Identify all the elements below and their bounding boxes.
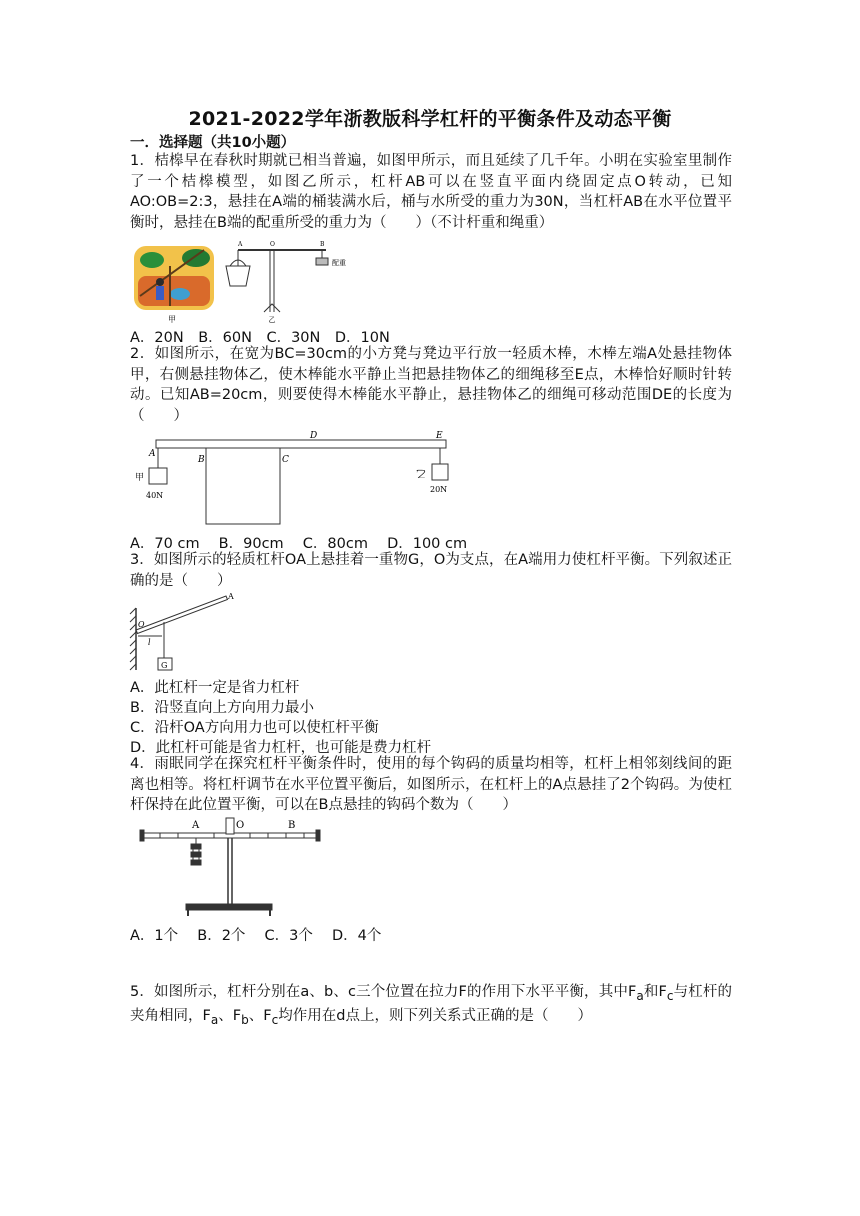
question-1-options: A．20N B．60N C．30N D．10N: [130, 330, 390, 346]
question-3-option-c: C．沿杆OA方向用力也可以使杠杆平衡: [130, 720, 379, 736]
label-a: A: [238, 241, 243, 248]
question-3-option-b: B．沿竖直向上方向用力最小: [130, 700, 314, 716]
label-40n: 40N: [146, 491, 164, 500]
label-c: C: [282, 455, 289, 465]
question-3-option-a: A．此杠杆一定是省力杠杆: [130, 680, 300, 696]
question-3-option-d: D．此杠杆可能是省力杠杆，也可能是费力杠杆: [130, 740, 432, 756]
question-1-figure: [130, 236, 360, 326]
section-heading: 一．选择题（共10小题）: [130, 135, 296, 151]
label-g: G: [161, 661, 168, 670]
question-2-text: 2．如图所示，在宽为BC=30cm的小方凳与凳边平行放一轻质木棒，木棒左端A处悬挂物体甲，右侧悬挂物体乙，使木棒能水平静止当把悬挂物体乙的细绳移至E点，木棒恰好顺时针转动。已知AB=20cm，则要使得木棒能水平静止，悬挂物体乙的细绳可移动范围DE的长度为（ ）: [130, 346, 732, 424]
well-sweep-illustration: [134, 246, 214, 310]
label-20n: 20N: [430, 485, 448, 494]
label-e: E: [436, 431, 443, 441]
label-a: A: [192, 820, 200, 831]
label-b: B: [288, 820, 296, 831]
label-b: B: [198, 455, 205, 465]
label-o: O: [270, 241, 275, 248]
question-1-text: 1．桔槔早在春秋时期就已相当普遍，如图甲所示，而且延续了几千年。小明在实验室里制作了一个桔槔模型，如图乙所示，杠杆AB可以在竖直平面内绕固定点O转动，已知AO:OB=2:3，悬挂在A端的桶装满水后，桶与水所受的重力为30N，当杠杆AB在水平位置平衡时，悬挂在B端的配重所受的重力为（ ）（不计杆重和绳重）: [130, 153, 732, 231]
label-o: O: [138, 620, 145, 629]
label-peizhong: 配重: [332, 259, 346, 267]
label-yi: 乙: [416, 467, 426, 478]
label-jia: 甲: [135, 473, 145, 483]
question-5-text: 5．如图所示，杠杆分别在a、b、c三个位置在拉力F的作用下水平平衡，其中$F_a$和$F_c$与杠杆的夹角相同，$F_a$、$F_b$、$F_c$均作用在d点上，则下列关系式正确的是（ ）: [130, 984, 733, 1028]
label-o: O: [236, 820, 245, 831]
label-a: A: [149, 449, 156, 459]
question-3-text: 3．如图所示的轻质杠杆OA上悬挂着一重物G，O为支点，在A端用力使杠杆平衡。下列叙述正确的是（ ）: [130, 552, 732, 589]
question-3-figure: [126, 590, 246, 674]
label-d: D: [310, 431, 318, 441]
page-title: 2021-2022学年浙教版科学杠杆的平衡条件及动态平衡: [188, 108, 672, 130]
label-yi: 乙: [268, 316, 276, 324]
question-2-figure: [130, 426, 460, 530]
label-l: l: [148, 638, 151, 647]
label-jia: 甲: [168, 315, 176, 324]
question-4-options: A．1个 B．2个 C．3个 D．4个: [130, 928, 382, 944]
question-4-text: 4．雨眠同学在探究杠杆平衡条件时，使用的每个钩码的质量均相等，杠杆上相邻刻线间的距离也相等。将杠杆调节在水平位置平衡后，如图所示，在杠杆上的A点悬挂了2个钩码。为使杠杆保持在此位置平衡，可以在B点悬挂的钩码个数为（ ）: [130, 756, 732, 813]
question-2-options: A．70 cm B．90cm C．80cm D．100 cm: [130, 536, 468, 552]
label-b: B: [320, 241, 325, 248]
question-4-figure: [130, 812, 330, 920]
label-a: A: [228, 592, 234, 601]
